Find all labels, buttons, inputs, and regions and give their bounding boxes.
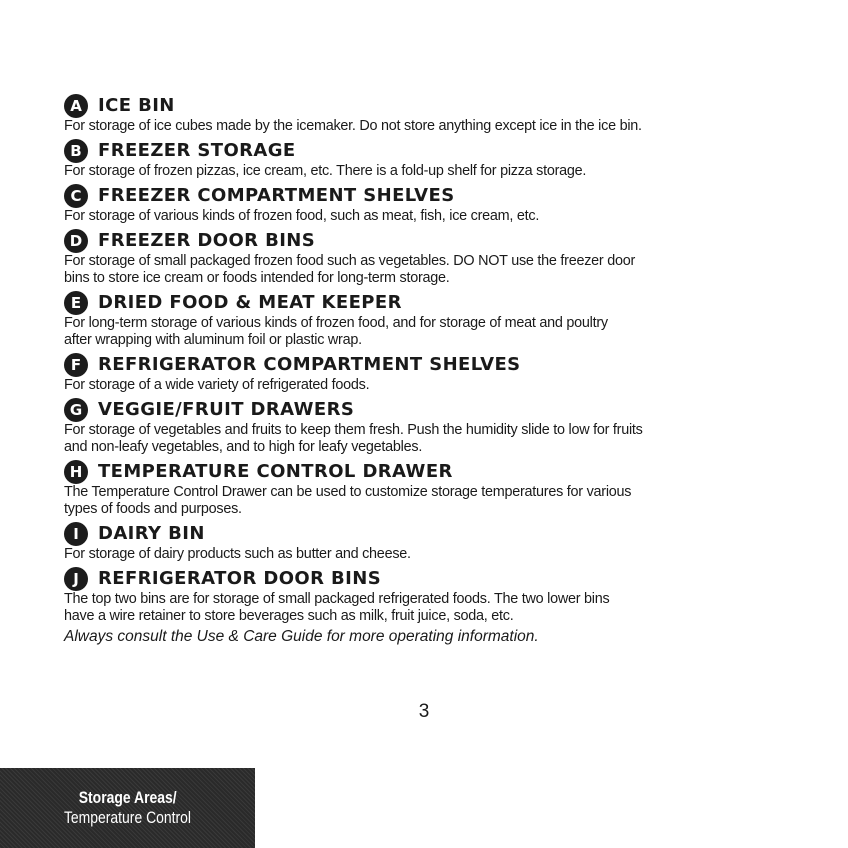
letter-badge: A xyxy=(64,94,88,118)
section-dried-food-meat-keeper xyxy=(64,290,794,349)
description-line: types of foods and purposes. xyxy=(64,501,242,517)
section-title: REFRIGERATOR DOOR BINS xyxy=(98,568,382,589)
description-line: For storage of a wide variety of refrigerated foods. xyxy=(64,377,370,393)
tab-title: Storage Areas/ xyxy=(78,788,177,807)
section-description xyxy=(64,422,794,456)
description-line: For storage of various kinds of frozen food, such as meat, fish, ice cream, etc. xyxy=(64,208,540,224)
description-line: have a wire retainer to store beverages such as milk, fruit juice, soda, etc. xyxy=(64,608,514,624)
letter-badge: D xyxy=(64,229,88,253)
description-line: For storage of dairy products such as butter and cheese. xyxy=(64,546,411,562)
section-heading xyxy=(64,352,794,377)
letter-badge: E xyxy=(64,291,88,315)
section-dairy-bin xyxy=(64,521,794,563)
operating-info-note: Always consult the Use & Care Guide for more operating information. xyxy=(64,628,539,645)
letter-badge: C xyxy=(64,184,88,208)
section-heading xyxy=(64,183,794,208)
section-title: FREEZER COMPARTMENT SHELVES xyxy=(98,185,455,206)
section-veggie-fruit-drawers xyxy=(64,397,794,456)
storage-areas-list xyxy=(64,93,794,646)
section-refrigerator-door-bins xyxy=(64,566,794,625)
section-description xyxy=(64,253,794,287)
section-description xyxy=(64,118,794,135)
letter-badge: H xyxy=(64,460,88,484)
section-tab xyxy=(0,768,255,848)
section-title: VEGGIE/FRUIT DRAWERS xyxy=(98,399,355,420)
description-line: For long-term storage of various kinds of frozen food, and for storage of meat and poultry xyxy=(64,315,608,331)
section-temperature-control-drawer xyxy=(64,459,794,518)
description-line: The Temperature Control Drawer can be used to customize storage temperatures for various xyxy=(64,484,632,500)
section-description xyxy=(64,163,794,180)
section-freezer-door-bins xyxy=(64,228,794,287)
description-line: For storage of frozen pizzas, ice cream, etc. There is a fold-up shelf for pizza storage. xyxy=(64,163,587,179)
section-heading xyxy=(64,93,794,118)
section-freezer-compartment-shelves xyxy=(64,183,794,225)
section-description xyxy=(64,484,794,518)
section-refrigerator-compartment-shelves xyxy=(64,352,794,394)
letter-badge: I xyxy=(64,522,88,546)
section-description xyxy=(64,315,794,349)
section-description xyxy=(64,591,794,625)
section-ice-bin xyxy=(64,93,794,135)
section-title: FREEZER STORAGE xyxy=(98,140,296,161)
section-heading xyxy=(64,290,794,315)
letter-badge: F xyxy=(64,353,88,377)
description-line: For storage of small packaged frozen food such as vegetables. DO NOT use the freezer door xyxy=(64,253,636,269)
tab-subtitle: Temperature Control xyxy=(63,808,192,827)
section-title: FREEZER DOOR BINS xyxy=(98,230,316,251)
section-title: DRIED FOOD & MEAT KEEPER xyxy=(98,292,402,313)
description-line: For storage of vegetables and fruits to keep them fresh. Push the humidity slide to low for fruits xyxy=(64,422,643,438)
section-heading xyxy=(64,459,794,484)
section-heading xyxy=(64,228,794,253)
section-title: DAIRY BIN xyxy=(98,523,205,544)
letter-badge: G xyxy=(64,398,88,422)
letter-badge: J xyxy=(64,567,88,591)
description-line: after wrapping with aluminum foil or plastic wrap. xyxy=(64,332,362,348)
letter-badge: B xyxy=(64,139,88,163)
section-heading xyxy=(64,397,794,422)
description-line: The top two bins are for storage of small packaged refrigerated foods. The two lower bins xyxy=(64,591,610,607)
section-heading xyxy=(64,521,794,546)
section-heading xyxy=(64,566,794,591)
section-description xyxy=(64,208,794,225)
page-number: 3 xyxy=(418,701,430,722)
section-description xyxy=(64,546,794,563)
section-description xyxy=(64,377,794,394)
section-title: TEMPERATURE CONTROL DRAWER xyxy=(98,461,453,482)
description-line: and non-leafy vegetables, and to high for leafy vegetables. xyxy=(64,439,423,455)
section-title: ICE BIN xyxy=(98,95,175,116)
description-line: bins to store ice cream or foods intended for long-term storage. xyxy=(64,270,450,286)
section-heading xyxy=(64,138,794,163)
section-freezer-storage xyxy=(64,138,794,180)
section-title: REFRIGERATOR COMPARTMENT SHELVES xyxy=(98,354,521,375)
description-line: For storage of ice cubes made by the icemaker. Do not store anything except ice in the ice bin. xyxy=(64,118,642,134)
